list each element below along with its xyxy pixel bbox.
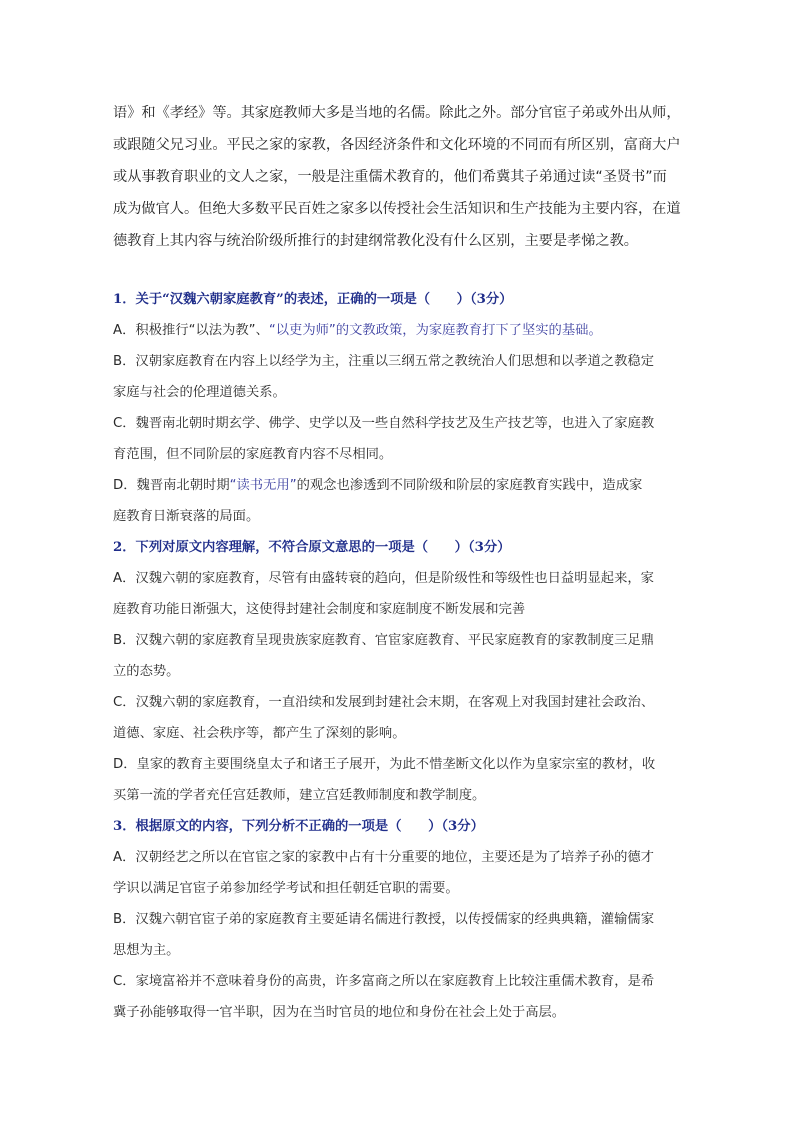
question-1-option-c <box>113 408 687 470</box>
option-highlight-text: “以吏为师”的文教政策，为家庭教育打下了坚实的基础。 <box>268 323 602 338</box>
reading-passage <box>113 97 687 257</box>
question-2-option-a <box>113 563 687 625</box>
option-highlight-text: “读书无用” <box>229 478 297 493</box>
option-line: D．皇家的教育主要围绕皇太子和诸王子展开，为此不惜垄断文化以作为皇家宗室的教材，收 <box>113 757 656 772</box>
question-2 <box>113 532 687 811</box>
option-line: C．魏晋南北朝时期玄学、佛学、史学以及一些自然科学技艺及生产技艺等，也进入了家庭教 <box>113 416 655 431</box>
option-line: C．家境富裕并不意味着身份的高贵，许多富商之所以在家庭教育上比较注重儒术教育，是希 <box>113 974 655 989</box>
option-text: 的观念也渗透到不同阶级和阶层的家庭教育实践中，造成家 <box>296 478 643 493</box>
option-line: A．汉魏六朝的家庭教育，尽管有由盛转衰的趋向，但是阶级性和等级性也日益明显起来，家 <box>113 571 654 586</box>
question-list <box>113 284 687 1028</box>
option-text: A．积极推行“以法为教”、 <box>113 323 269 338</box>
option-line: 育范围，但不同阶层的家庭教育内容不尽相同。 <box>113 447 393 462</box>
option-line <box>113 470 687 501</box>
option-line: 立的态势。 <box>113 664 180 679</box>
question-1-title: 1．关于“汉魏六朝家庭教育”的表述，正确的一项是（ ）（3分） <box>113 292 513 307</box>
option-line: A．汉朝经艺之所以在官宦之家的家教中占有十分重要的地位，主要还是为了培养子孙的德才 <box>113 850 654 865</box>
question-2-option-d <box>113 749 687 811</box>
question-2-option-b <box>113 625 687 687</box>
option-line: 思想为主。 <box>113 943 180 958</box>
option-line: 冀子孙能够取得一官半职，因为在当时官员的地位和身份在社会上处于高层。 <box>113 1005 566 1020</box>
option-line: B．汉朝家庭教育在内容上以经学为主，注重以三纲五常之教统治人们思想和以孝道之教稳定 <box>113 354 654 369</box>
question-3 <box>113 811 687 1028</box>
question-3-title: 3．根据原文的内容，下列分析不正确的一项是（ ）（3分） <box>113 819 484 834</box>
passage-line: 或跟随父兄习业。平民之家的家教，各因经济条件和文化环境的不同而有所区别，富商大户 <box>113 137 681 153</box>
question-1-option-d <box>113 470 687 532</box>
question-3-option-a <box>113 842 687 904</box>
option-text: D．魏晋南北朝时期 <box>113 478 230 493</box>
option-line: 道德、家庭、社会秩序等，都产生了深刻的影响。 <box>113 726 406 741</box>
question-1-option-a <box>113 315 687 346</box>
option-line: 家庭与社会的伦理道德关系。 <box>113 385 286 400</box>
option-line: B．汉魏六朝官宦子弟的家庭教育主要延请名儒进行教授，以传授儒家的经典典籍，灌输儒家 <box>113 912 654 927</box>
option-line: 买第一流的学者充任宫廷教师，建立宫廷教师制度和教学制度。 <box>113 788 486 803</box>
question-3-option-b <box>113 904 687 966</box>
question-1-option-b <box>113 346 687 408</box>
passage-line: 成为做官人。但绝大多数平民百姓之家多以传授社会生活知识和生产技能为主要内容，在道 <box>113 201 681 217</box>
option-line: 学识以满足官宦子弟参加经学考试和担任朝廷官职的需要。 <box>113 881 459 896</box>
question-2-title: 2．下列对原文内容理解，不符合原文意思的一项是（ ）（3分） <box>113 540 511 555</box>
question-2-option-c <box>113 687 687 749</box>
question-1 <box>113 284 687 532</box>
option-line: B．汉魏六朝的家庭教育呈现贵族家庭教育、官宦家庭教育、平民家庭教育的家教制度三足鼎 <box>113 633 654 648</box>
option-line: C．汉魏六朝的家庭教育，一直沿续和发展到封建社会末期，在客观上对我国封建社会政治、 <box>113 695 655 710</box>
passage-line: 德教育上其内容与统治阶级所推行的封建纲常教化没有什么区别，主要是孝悌之教。 <box>113 233 638 249</box>
question-3-option-c <box>113 966 687 1028</box>
passage-line: 语》和《孝经》等。其家庭教师大多是当地的名儒。除此之外。部分官宦子弟或外出从师， <box>113 105 681 121</box>
passage-line: 或从事教育职业的文人之家，一般是注重儒术教育的，他们希冀其子弟通过读“圣贤书”而 <box>113 169 667 185</box>
option-line <box>113 315 687 346</box>
option-line: 庭教育日渐衰落的局面。 <box>113 509 260 524</box>
option-line: 庭教育功能日渐强大，这使得封建社会制度和家庭制度不断发展和完善 <box>113 602 526 617</box>
